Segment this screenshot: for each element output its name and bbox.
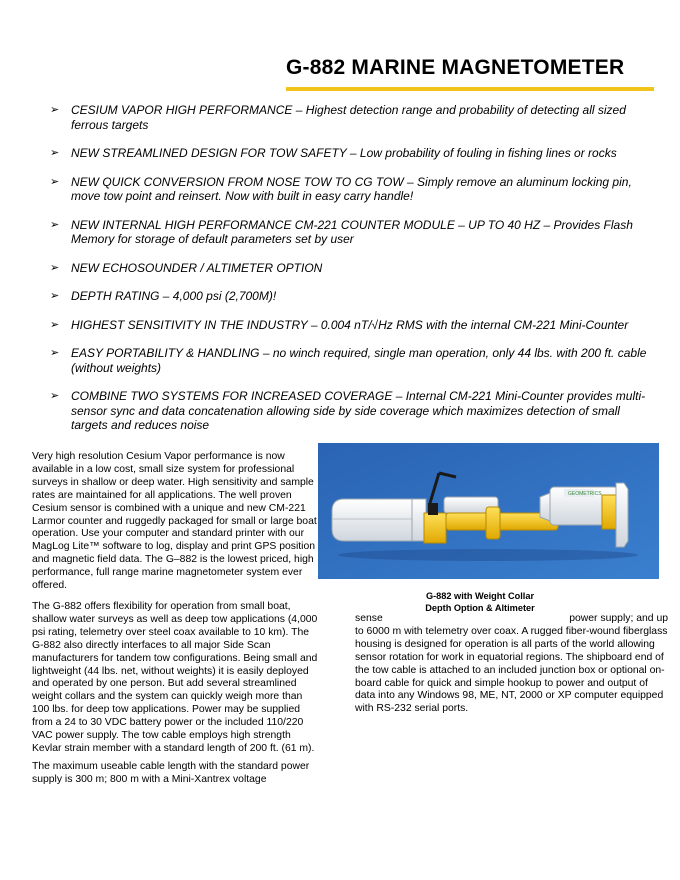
feature-item [50,318,650,333]
geometrics-logo: GEOMETRICS [568,491,602,497]
feature-item [50,389,650,433]
arrow-bullet-icon: ➢ [50,318,60,331]
feature-list [50,103,650,447]
continued-text-left: sense [355,613,383,624]
feature-text: NEW QUICK CONVERSION FROM NOSE TOW TO CG TOW – Simply remove an aluminum locking pin, move tow point and reinsert. Now with built in easy carry handle! [71,174,632,203]
feature-text: DEPTH RATING – 4,000 psi (2,700M)! [71,289,277,303]
body-paragraph: Very high resolution Cesium Vapor performance is now available in a low cost, small size system for professional surveys in shallow or deep water. High sensitivity and sample rates are maintained for all applications. The well proven Cesium sensor is combined with a unique and new CM-221 Larmor counter and ruggedly packaged for small or large boat operation. Use your computer and standard printer with our MagLog Lite™ software to log, display and print GPS position and magnetic field data. The G–882 is the lowest priced, high performance, full range marine magnetometer system ever offered. [32,451,317,592]
feature-text: NEW STREAMLINED DESIGN FOR TOW SAFETY – Low probability of fouling in fishing lines or rocks [71,146,617,160]
feature-text: EASY PORTABILITY & HANDLING – no winch required, single man operation, only 44 lbs. with 200 ft. cable (without weights) [71,346,647,375]
feature-item [50,261,650,276]
title-underline [286,87,654,91]
continued-line [355,613,668,626]
arrow-bullet-icon: ➢ [50,261,60,274]
page-title: G-882 MARINE MAGNETOMETER [286,56,625,79]
arrow-bullet-icon: ➢ [50,347,60,359]
product-photo [318,443,659,579]
feature-item [50,175,650,204]
body-paragraph: The G-882 offers flexibility for operation from small boat, shallow water surveys as well as deep tow applications (4,000 psi rating, telemetry over steel coax available to 10 km). The G-882 also directly interfaces to all major Side Scan manufacturers for tandem tow configurations. Being small and lightweight (44 lbs. net, without weights) it is easily deployed and operated by one person. But add several streamlined weight collars and the system can quickly weigh more than 100 lbs. for deep tow applications. Power may be supplied from a 24 to 30 VDC battery power or the included 110/220 VAC power supply. The tow cable employs high strength Kevlar strain member with a standard length of 200 ft. (61 m). [32,600,318,754]
feature-item [50,103,650,132]
feature-text: NEW ECHOSOUNDER / ALTIMETER OPTION [71,260,323,275]
feature-item [50,146,650,161]
feature-text: CESIUM VAPOR HIGH PERFORMANCE – Highest detection range and probability of detecting all sized ferrous targets [71,103,626,132]
arrow-bullet-icon: ➢ [50,390,60,402]
arrow-bullet-icon: ➢ [50,290,60,302]
feature-item [50,346,650,375]
caption-line: Depth Option & Altimeter [425,603,535,613]
feature-text: COMBINE TWO SYSTEMS FOR INCREASED COVERAGE – Internal CM-221 Mini-Counter provides multi-sensor sync and data concatenation allowing side by side coverage which maximizes detection of small targets and reduces noise [71,389,646,432]
body-left-column [32,451,318,795]
photo-caption [370,590,590,614]
feature-item [50,218,650,247]
feature-text: HIGHEST SENSITIVITY IN THE INDUSTRY – 0.004 nT/√Hz RMS with the internal CM-221 Mini-Counter [71,317,629,332]
caption-line: G-882 with Weight Collar [425,591,535,601]
arrow-bullet-icon: ➢ [50,147,60,159]
body-right-column [355,613,668,716]
arrow-bullet-icon: ➢ [50,175,60,188]
feature-item [50,289,650,304]
feature-text: NEW INTERNAL HIGH PERFORMANCE CM-221 COUNTER MODULE – UP TO 40 HZ – Provides Flash Memory for storage of default parameters set by user [71,217,633,246]
body-paragraph: to 6000 m with telemetry over coax. A rugged fiber-wound fiberglass housing is designed for operation is all parts of the world allowing sensor rotation for work in equatorial regions. The shipboard end of the tow cable is attached to an included junction box or optional on-board cable for quick and simple hookup to power and output of data into any Windows 98, ME, NT, 2000 or XP computer equipped with RS-232 serial ports. [355,625,668,715]
arrow-bullet-icon: ➢ [50,104,60,116]
continued-text-right: power supply; and up [569,613,668,624]
arrow-bullet-icon: ➢ [50,218,60,231]
body-paragraph: The maximum useable cable length with the standard power supply is 300 m; 800 m with a Mini-Xantrex voltage [32,760,310,785]
